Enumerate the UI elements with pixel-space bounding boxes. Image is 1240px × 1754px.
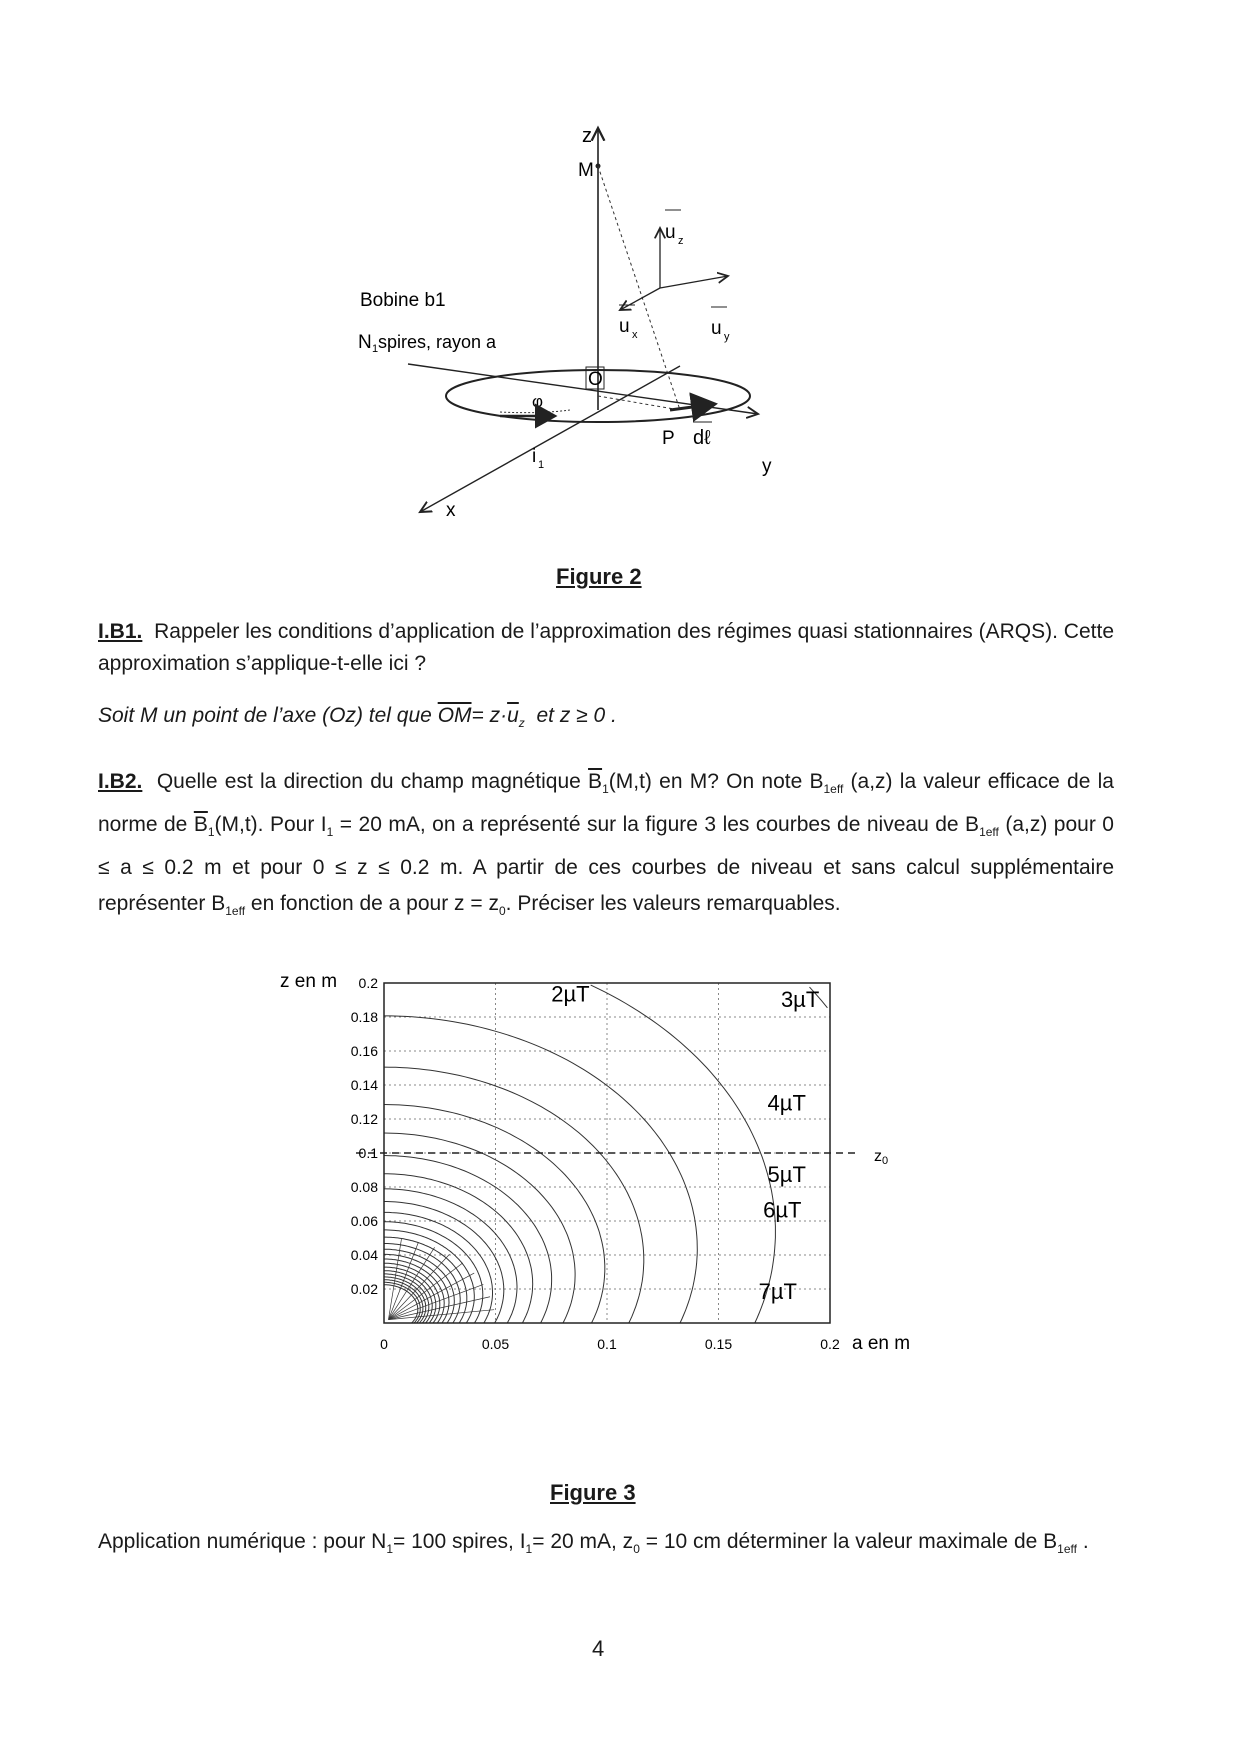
vector-uz: $\overline{u}$ <box>507 704 519 727</box>
dl-label: dℓ <box>693 427 711 449</box>
IB2-text-4: (M,t). Pour I <box>214 813 327 837</box>
x-tick-label: 0.05 <box>481 1336 510 1352</box>
app-text-5: . <box>1082 1530 1089 1553</box>
IB2-text-1: Quelle est la direction du champ magnétique <box>156 770 581 793</box>
y-tick-label: 0.1 <box>358 1145 378 1161</box>
y-tick-label: 0.02 <box>350 1281 378 1297</box>
IB2-text-2: en M? On note B <box>659 770 824 793</box>
current-label: i <box>532 446 537 467</box>
question-IB1 <box>98 616 1114 680</box>
app-sub-4: 1eff <box>1057 1542 1077 1557</box>
figure-2-caption: Figure 2 <box>556 564 642 589</box>
coil-spires-N: N <box>358 332 372 353</box>
question-IB1-text: Rappeler les conditions d’application de l’approximation des régimes quasi stationnaires (ARQS). Cette approximation s’applique-t-elle ici ? <box>98 620 1115 675</box>
coil-spires-text: spires, rayon a <box>378 332 497 352</box>
contour-label: 2µT <box>551 981 590 1007</box>
figure-3-caption: Figure 3 <box>550 1480 636 1505</box>
vector-B1-sub-2: 1 <box>207 825 215 840</box>
x-axis-label: a en m <box>852 1333 911 1354</box>
definition-eq: = z· <box>471 704 508 727</box>
app-text-2: = 100 spires, I <box>393 1530 526 1553</box>
ux-label: u <box>619 316 630 337</box>
uz-sub: z <box>678 235 684 247</box>
x-axis-label: x <box>446 500 456 521</box>
definition-text-2: et z ≥ 0 . <box>536 704 617 727</box>
contour-line <box>384 1016 697 1323</box>
question-IB2-label: I.B2. <box>98 770 143 793</box>
x-tick-label: 0.1 <box>597 1336 617 1352</box>
uz-label: u <box>665 222 676 243</box>
y-tick-label: 0.08 <box>350 1179 378 1195</box>
contour-line <box>591 985 776 1323</box>
y-tick-label: 0.16 <box>350 1043 378 1059</box>
IB2-text-6: (a,z) pour 0 ≤ a ≤ 0.2 m et pour 0 ≤ z ≤ 0.2 m. A partir de ces courbes de niveau et sans calcul supplémentaire représenter B <box>98 813 1114 916</box>
y-axis-label: y <box>762 456 772 477</box>
vector-B1-2: $\overline{B}$ <box>193 813 208 837</box>
z0-sub: 0 <box>498 904 506 919</box>
y-axis-label: z en m <box>280 971 338 992</box>
x-tick-label: 0 <box>380 1336 388 1352</box>
definition-OM <box>98 700 1114 739</box>
question-IB1-label: I.B1. <box>98 620 143 643</box>
contour-line <box>384 1105 605 1324</box>
uy-vector <box>660 276 728 288</box>
definition-text-1: Soit M un point de l’axe (Oz) tel que <box>98 704 432 727</box>
B1eff-sub-2: 1eff <box>979 825 999 840</box>
IB2-text-7: en fonction de a pour z = z <box>250 892 499 916</box>
app-sub-2: 1 <box>525 1542 533 1557</box>
app-text-4: = 10 cm déterminer la valeur maximale de B <box>645 1530 1058 1553</box>
y-tick-label: 0.14 <box>350 1077 378 1093</box>
y-tick-label: 0.04 <box>350 1247 378 1263</box>
contour-label: 6µT <box>763 1197 802 1223</box>
IB2-text-5: = 20 mA, on a représenté sur la figure 3 les courbes de niveau de B <box>339 813 980 837</box>
vector-B1-sub: 1 <box>602 782 609 797</box>
B1eff-sub-3: 1eff <box>225 904 246 919</box>
question-IB2 <box>98 764 1114 930</box>
vector-uz-sub: z <box>518 716 525 731</box>
current-sub: 1 <box>538 459 545 471</box>
figure-3-chart <box>250 960 950 1420</box>
x-tick-label: 0.2 <box>820 1336 840 1352</box>
vector-OM: $\overline{OM}$ <box>437 704 472 727</box>
point-M-label: M <box>578 160 594 181</box>
uy-label: u <box>711 318 722 339</box>
x-tick-label: 0.15 <box>704 1336 733 1352</box>
IB2-Mt-1: (M,t) <box>608 770 652 793</box>
vector-B1: $\overline{B}$ <box>588 770 603 793</box>
coil-spires-sub: 1 <box>372 343 379 355</box>
figure-2-diagram <box>358 110 800 530</box>
IB2-text-3: (a,z) la valeur efficace de la norme de <box>98 770 1114 837</box>
origin-O: O <box>588 369 603 390</box>
contour-label: 5µT <box>767 1161 806 1187</box>
ux-sub: x <box>632 329 638 341</box>
application-numerique <box>98 1526 1114 1565</box>
z-axis-label: z <box>582 125 592 147</box>
app-text-1: Application numérique : pour N <box>98 1530 387 1553</box>
contour-label: 4µT <box>767 1090 806 1116</box>
point-P-label: P <box>662 428 675 449</box>
y-tick-label: 0.18 <box>350 1009 378 1025</box>
coil-label: Bobine b1 <box>360 290 446 311</box>
z0-label: z0 <box>874 1148 889 1167</box>
contour-label: 7µT <box>758 1279 797 1305</box>
I1-sub: 1 <box>326 825 334 840</box>
page-number: 4 <box>592 1636 605 1661</box>
uy-sub: y <box>724 331 730 343</box>
y-tick-label: 0.06 <box>350 1213 378 1229</box>
B1eff-sub-1: 1eff <box>823 782 844 797</box>
angle-phi: φ <box>532 392 544 411</box>
app-sub-3: 0 <box>633 1542 640 1557</box>
y-tick-label: 0.2 <box>358 975 378 991</box>
x-axis <box>420 366 680 512</box>
y-tick-label: 0.12 <box>350 1111 378 1127</box>
contour-line <box>384 1133 575 1323</box>
IB2-text-8: . Préciser les valeurs remarquables. <box>505 892 841 916</box>
app-sub-1: 1 <box>386 1542 394 1557</box>
app-text-3: = 20 mA, z <box>532 1530 634 1553</box>
contour-label: 3µT <box>780 986 820 1012</box>
z0-label-sub: 0 <box>882 1155 889 1167</box>
